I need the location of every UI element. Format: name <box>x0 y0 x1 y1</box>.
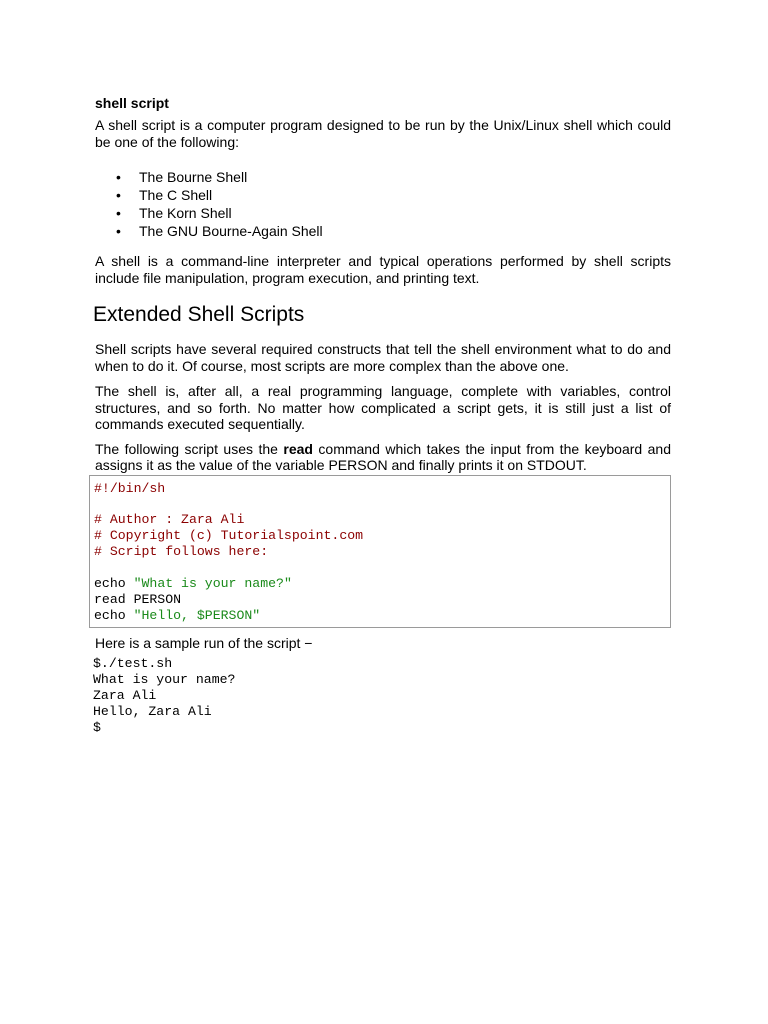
code-comment-author: # Author : Zara Ali <box>94 512 245 528</box>
list-item <box>116 186 671 204</box>
intro-paragraph: A shell script is a computer program designed to be run by the Unix/Linux shell which could be one of the following: <box>95 117 671 150</box>
output-line: $./test.sh <box>93 656 173 672</box>
list-item-label: The C Shell <box>139 187 213 203</box>
list-item <box>116 222 671 240</box>
code-shebang: #!/bin/sh <box>94 480 166 496</box>
read-keyword: read <box>283 440 313 457</box>
section-heading: shell script <box>95 95 169 111</box>
output-line: Hello, Zara Ali <box>93 703 212 719</box>
code-block <box>89 475 671 628</box>
extended-heading: Extended Shell Scripts <box>93 303 305 326</box>
sample-intro: Here is a sample run of the script − <box>95 634 313 651</box>
sample-run-output <box>93 656 671 736</box>
shell-list <box>95 168 671 240</box>
read-command-paragraph <box>95 441 671 474</box>
code-read-line: read PERSON <box>94 591 182 607</box>
list-item <box>116 204 671 222</box>
code-echo-command: echo <box>94 607 134 623</box>
list-item-label: The Korn Shell <box>139 205 232 221</box>
list-item-label: The GNU Bourne-Again Shell <box>139 223 323 239</box>
bullet-icon: • <box>116 187 121 203</box>
code-comment-follows: # Script follows here: <box>94 544 269 560</box>
code-echo-string: "Hello, $PERSON" <box>133 607 261 623</box>
bullet-icon: • <box>116 205 121 221</box>
code-comment-copyright: # Copyright (c) Tutorialspoint.com <box>94 528 364 544</box>
output-line: What is your name? <box>93 672 236 688</box>
output-line: $ <box>93 719 101 735</box>
list-item <box>116 168 671 186</box>
bullet-icon: • <box>116 169 121 185</box>
output-line: Zara Ali <box>93 687 157 703</box>
code-echo-string: "What is your name?" <box>133 575 292 591</box>
read-paragraph-before: The following script uses the <box>95 440 284 457</box>
bullet-icon: • <box>116 223 121 239</box>
document-page <box>95 94 671 736</box>
extended-paragraph-2: The shell is, after all, a real programming language, complete with variables, control structures, and so forth. No matter how complicated a script gets, it is still just a list of commands executed sequentially. <box>95 383 671 432</box>
shell-description-paragraph: A shell is a command-line interpreter and typical operations performed by shell scripts include file manipulation, program execution, and printing text. <box>95 253 671 286</box>
list-item-label: The Bourne Shell <box>139 169 248 185</box>
code-echo-command: echo <box>94 575 134 591</box>
read-paragraph-after: command which takes the input from the keyboard and assigns it as the value of the variable PERSON and finally prints it on STDOUT. <box>95 440 672 473</box>
extended-paragraph-1: Shell scripts have several required constructs that tell the shell environment what to do and when to do it. Of course, most scripts are more complex than the above one. <box>95 341 671 374</box>
